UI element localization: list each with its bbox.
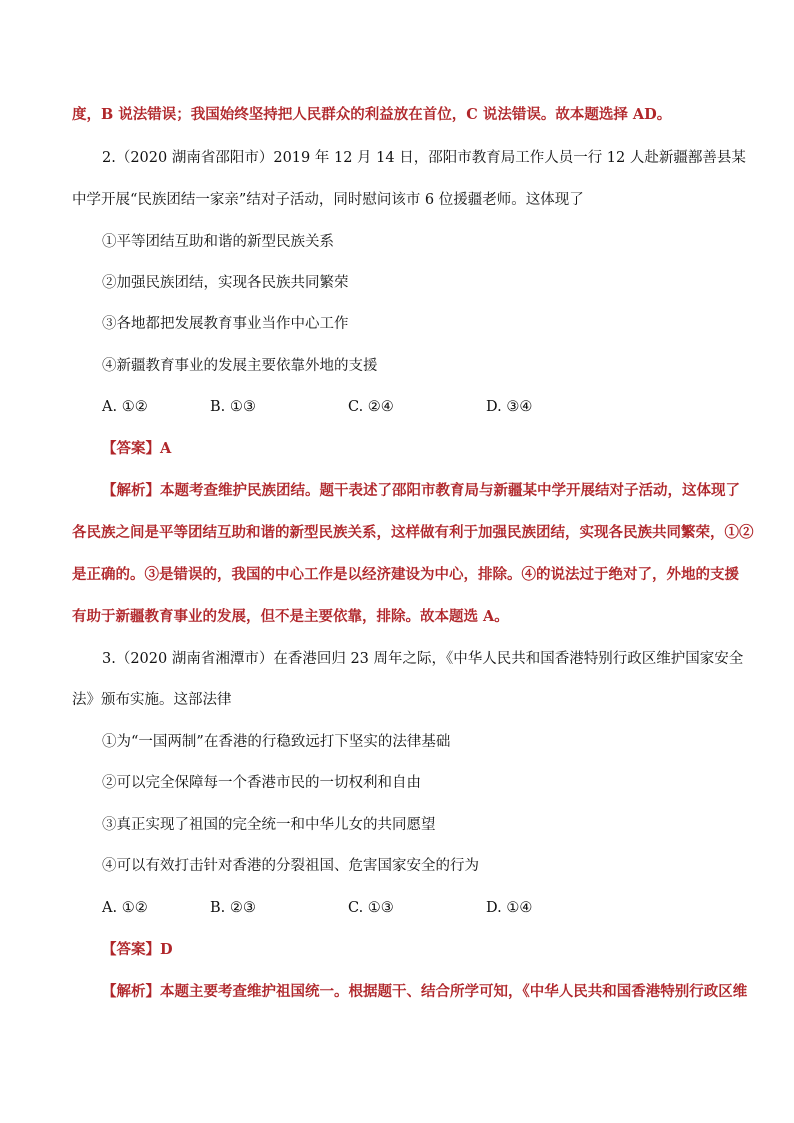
q2-analysis-line1: 【解析】本题考查维护民族团结。题干表述了邵阳市教育局与新疆某中学开展结对子活动，这体现了: [102, 482, 740, 499]
q2-option-b: B. ①③: [210, 399, 256, 415]
q3-item-1: ①为“一国两制”在香港的行稳致远打下坚实的法律基础: [102, 734, 451, 750]
q2-item-3: ③各地都把发展教育事业当作中心工作: [102, 316, 349, 332]
q3-item-3: ③真正实现了祖国的完全统一和中华儿女的共同愿望: [102, 817, 436, 833]
q3-item-2: ②可以完全保障每一个香港市民的一切权利和自由: [102, 775, 421, 791]
q3-answer: 【答案】D: [102, 941, 173, 958]
q2-option-c: C. ②④: [348, 399, 394, 415]
q3-stem-line2: 法》颁布实施。这部法律: [72, 692, 232, 708]
q2-item-2: ②加强民族团结，实现各民族共同繁荣: [102, 275, 349, 291]
q3-item-4: ④可以有效打击针对香港的分裂祖国、危害国家安全的行为: [102, 858, 479, 874]
q3-option-d: D. ①④: [486, 900, 533, 916]
previous-analysis-tail: 度，B 说法错误；我国始终坚持把人民群众的利益放在首位，C 说法错误。故本题选择 AD。: [72, 106, 672, 123]
q2-stem-line1: 2.（2020 湖南省邵阳市）2019 年 12 月 14 日，邵阳市教育局工作人员一行 12 人赴新疆鄯善县某: [102, 150, 746, 166]
q2-analysis-line4: 有助于新疆教育事业的发展，但不是主要依靠，排除。故本题选 A。: [72, 608, 509, 625]
q3-option-a: A. ①②: [102, 900, 148, 916]
q2-analysis-line2: 各民族之间是平等团结互助和谐的新型民族关系，这样做有利于加强民族团结，实现各民族共同繁荣，①②: [72, 524, 754, 541]
q2-item-1: ①平等团结互助和谐的新型民族关系: [102, 234, 334, 250]
q3-analysis-line1: 【解析】本题主要考查维护祖国统一。根据题干、结合所学可知，《中华人民共和国香港特别行政区维: [102, 983, 748, 1000]
q3-option-c: C. ①③: [348, 900, 394, 916]
q2-item-4: ④新疆教育事业的发展主要依靠外地的支援: [102, 358, 378, 374]
q2-stem-line2: 中学开展“民族团结一家亲”结对子活动，同时慰问该市 6 位援疆老师。这体现了: [72, 192, 584, 208]
q3-option-b: B. ②③: [210, 900, 256, 916]
q2-answer: 【答案】A: [102, 440, 172, 457]
q3-stem-line1: 3.（2020 湖南省湘潭市）在香港回归 23 周年之际，《中华人民共和国香港特别行政区维护国家安全: [102, 651, 744, 667]
q2-analysis-line3: 是正确的。③是错误的，我国的中心工作是以经济建设为中心，排除。④的说法过于绝对了，外地的支援: [72, 566, 739, 583]
q2-option-d: D. ③④: [486, 399, 533, 415]
q2-option-a: A. ①②: [102, 399, 148, 415]
